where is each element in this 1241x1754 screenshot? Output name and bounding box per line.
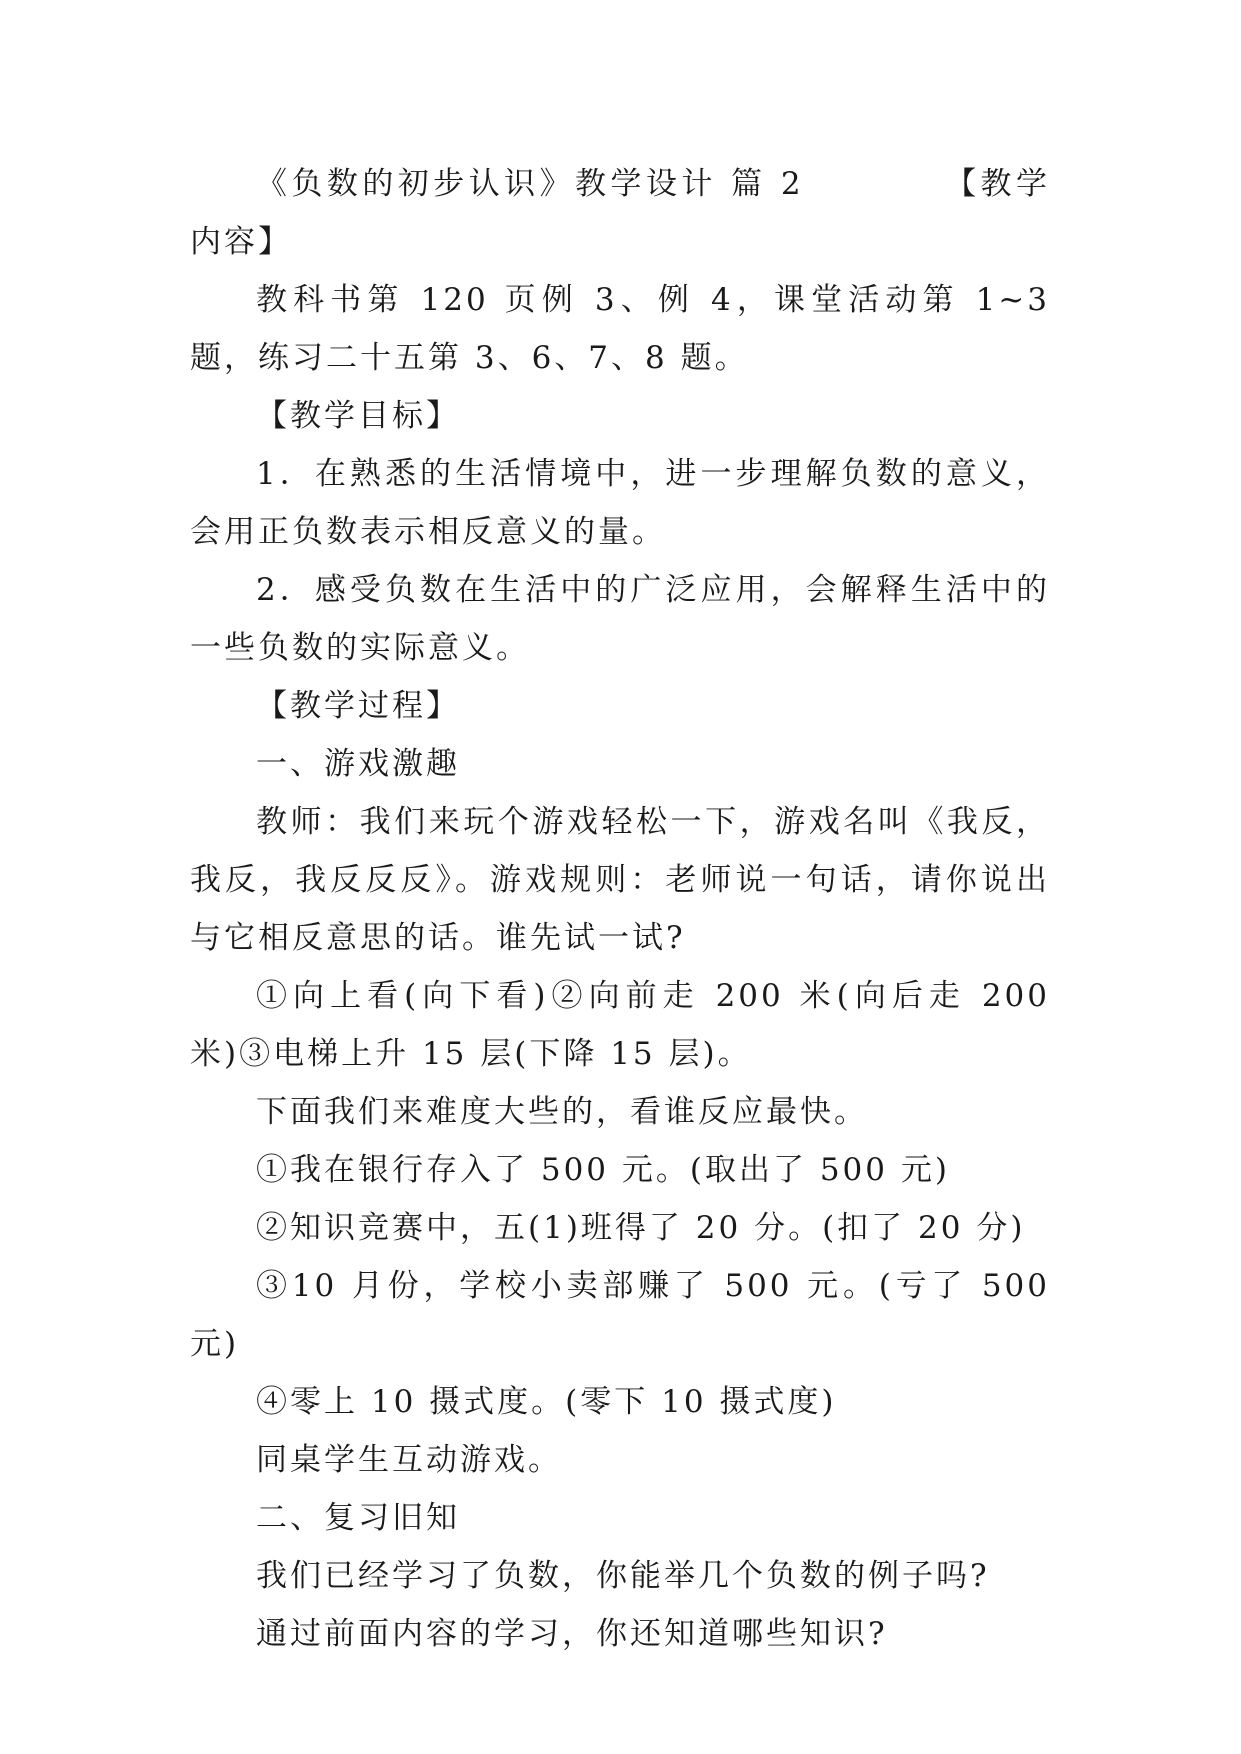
list-item-shop: ③10 月份，学校小卖部赚了 500 元。(亏了 500 元) [190,1268,1050,1362]
goal-item-1: 1．在熟悉的生活情境中，进一步理解负数的意义，会用正负数表示相反意义的量。 [190,456,1050,550]
list-item-bank: ①我在银行存入了 500 元。(取出了 500 元) [256,1152,950,1188]
paragraph-teacher-intro: 教师：我们来玩个游戏轻松一下，游戏名叫《我反，我反，我反反反》。游戏规则：老师说一句话，请你说出与它相反意思的话。谁先试一试? [190,804,1050,956]
section-heading-process: 【教学过程】 [256,688,460,724]
subsection-heading-game: 一、游戏激趣 [256,746,460,782]
paragraph-pair-game: 同桌学生互动游戏。 [256,1442,562,1478]
section-heading-content: 【教学内容】 [190,166,1050,260]
list-item-temperature: ④零上 10 摄式度。(零下 10 摄式度) [256,1384,837,1420]
title-line [190,155,1050,271]
section-heading-goals: 【教学目标】 [256,398,460,434]
list-item-contest: ②知识竞赛中，五(1)班得了 20 分。(扣了 20 分) [256,1210,1026,1246]
paragraph-review-question-1: 我们已经学习了负数，你能举几个负数的例子吗? [256,1558,990,1594]
paragraph-review-question-2: 通过前面内容的学习，你还知道哪些知识? [256,1616,888,1652]
paragraph-textbook-ref: 教科书第 120 页例 3、例 4，课堂活动第 1~3 题，练习二十五第 3、6、7、8 题。 [190,282,1050,376]
document-title: 《负数的初步认识》教学设计 篇 2 [256,166,804,202]
paragraph-game-examples: ①向上看(向下看)②向前走 200 米(向后走 200 米)③电梯上升 15 层(下降 15 层)。 [190,978,1050,1072]
goal-item-2: 2．感受负数在生活中的广泛应用，会解释生活中的一些负数的实际意义。 [190,572,1050,666]
paragraph-harder-round: 下面我们来难度大些的，看谁反应最快。 [256,1094,868,1130]
document-body [190,155,1050,1663]
subsection-heading-review: 二、复习旧知 [256,1500,460,1536]
